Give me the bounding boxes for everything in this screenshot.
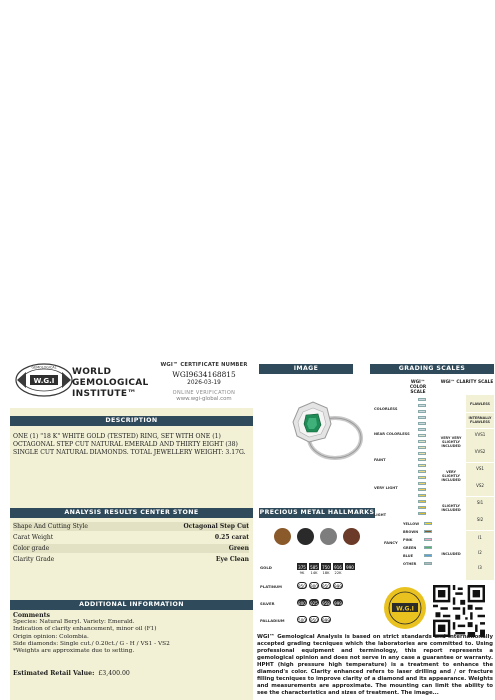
hallmark-mark: 999: [334, 601, 342, 606]
hallmark-label: GOLD: [260, 565, 272, 570]
hallmark-mark: 999: [334, 584, 342, 589]
clarity-code: I3: [478, 565, 482, 570]
karat-label: 9K: [299, 570, 305, 575]
color-grade-label: NEAR COLORLESS: [374, 432, 410, 436]
hallmark-row-palladium: [259, 616, 377, 627]
ring-photo: [269, 380, 369, 470]
analysis-row-color: [13, 544, 249, 553]
clarity-scale-heading: WGI™ CLARITY SCALE: [440, 380, 494, 385]
fancy-color: PINK: [403, 538, 413, 542]
color-diamond-icon: [418, 398, 426, 401]
color-diamond-icon: [418, 452, 426, 455]
comment-line: Species: Natural Beryl. Variety: Emerald.: [13, 619, 135, 626]
analysis-key: Color grade: [13, 545, 50, 552]
seal-ring-text: GEMOLOGICAL: [31, 365, 57, 370]
color-diamond-icon: [418, 446, 426, 449]
analysis-key: Clarity Grade: [13, 556, 55, 563]
certificate-number-block: [154, 362, 253, 402]
fancy-diamond-icon: [424, 554, 432, 557]
color-diamond-icon: [418, 416, 426, 419]
analysis-row-clarity: [13, 555, 249, 564]
certificate-right-panel: [257, 350, 495, 700]
fancy-color: OTHER: [403, 562, 417, 566]
color-diamond-icon: [418, 428, 426, 431]
karat-label: 22K: [334, 570, 342, 575]
certificate-left-panel: [10, 350, 253, 700]
fancy-color: BLUE: [403, 554, 414, 558]
org-line-3: INSTITUTE™: [72, 389, 137, 399]
analysis-value: Green: [228, 545, 249, 552]
hallmark-mark: 900: [310, 584, 318, 589]
fancy-diamond-icon: [424, 562, 432, 565]
analysis-value: Octagonal Step Cut: [183, 523, 249, 530]
certificate-card: [0, 350, 495, 700]
certificate-date: 2026-03-19: [187, 380, 221, 386]
color-grade-label: FAINT: [374, 458, 386, 462]
retail-value: [13, 670, 249, 677]
org-line-1: WORLD: [72, 367, 112, 377]
comments-heading: Comments: [13, 612, 50, 619]
fancy-color: YELLOW: [403, 522, 420, 526]
comment-line: Side diamonds: Single cut./ 0.20ct./ G - H / VS1 - VS2: [13, 640, 170, 647]
org-line-2: GEMOLOGICAL: [72, 378, 149, 388]
clarity-code: I2: [478, 550, 482, 555]
color-diamond-icon: [418, 512, 426, 515]
image-header: IMAGE: [259, 364, 353, 374]
color-scale-heading: WGI™ COLOR SCALE: [409, 380, 427, 395]
gold-seal-text: W.G.I: [396, 605, 414, 613]
fancy-diamond-icon: [424, 530, 432, 533]
analysis-value: 0.25 carat: [214, 534, 249, 541]
wgi-seal-logo: [14, 362, 74, 398]
hallmark-mark: 958: [322, 601, 330, 606]
gold-color-swatch: [274, 528, 291, 545]
description-header: DESCRIPTION: [10, 416, 253, 426]
color-diamond-icon: [418, 500, 426, 503]
hallmark-mark: 375: [298, 565, 306, 570]
karat-label: 14K: [310, 570, 318, 575]
verification-qr-code[interactable]: [433, 585, 485, 637]
verification-url[interactable]: www.wgi-global.com: [176, 396, 232, 402]
description-text: ONE (1) "18 K" WHITE GOLD (TESTED) RING, SET WITH ONE (1) OCTAGONAL STEP CUT NATURAL EMERALD AND THIRTY EIGHT (38) SINGLE CUT NATURAL DIAMONDS. TOTAL JEWELLERY WEIGHT: 3.17G.: [13, 433, 246, 457]
certificate-number: WGI9634168815: [172, 370, 236, 379]
analysis-value: Eye Clean: [215, 556, 249, 563]
hallmark-row-silver: [259, 599, 377, 610]
clarity-label: INCLUDED: [441, 552, 461, 556]
hallmarks-header: PRECIOUS METAL HALLMARKS: [259, 509, 375, 516]
disclaimer-text: WGI™ Gemological Analysis is based on strict standards and internationally accepted grading tecniques which the laboratories are committed to. Using professional equipment and terminology, this report represents a gemological opinion and does not serve in any case a guarantee or warranty. HPHT (high pressure high temperature) is a treatment to enhance the diamond's color. Clarity enhanced refers to laser drilling and / or fracture filling tecniques to improve clarity of a diamond and its appearance. Weights and measurements are approximate. The mounting can limit the ability to see the characteristics and sizes of treatment. The image...: [257, 634, 493, 696]
color-diamond-icon: [418, 434, 426, 437]
analysis-key: Shape And Cutting Style: [13, 523, 88, 530]
fancy-color: BROWN: [403, 530, 419, 534]
hallmark-mark: 950: [310, 618, 318, 623]
hallmark-mark: 950: [322, 584, 330, 589]
color-diamond-icon: [418, 476, 426, 479]
seal-text: W.G.I: [33, 377, 55, 385]
black-color-swatch: [297, 528, 314, 545]
wgi-gold-seal: [381, 585, 429, 631]
color-diamond-icon: [418, 464, 426, 467]
clarity-code: VVS1: [474, 432, 486, 437]
hallmark-mark: 916: [334, 565, 342, 570]
hallmark-label: SILVER: [260, 601, 275, 606]
clarity-label: VERY SLIGHTLY INCLUDED: [441, 470, 461, 482]
clarity-code: SI2: [476, 517, 484, 522]
karat-label: 18K: [322, 570, 330, 575]
clarity-code: VS1: [476, 466, 484, 471]
analysis-header: ANALYSIS RESULTS CENTER STONE: [10, 508, 253, 518]
color-diamond-icon: [418, 404, 426, 407]
online-verification-label: ONLINE VERIFICATION: [172, 390, 236, 396]
logo-row: [10, 350, 253, 408]
certificate-number-label: WGI™ CERTIFICATE NUMBER: [160, 362, 248, 368]
analysis-key: Carat Weight: [13, 534, 54, 541]
rose-color-swatch: [343, 528, 360, 545]
hallmark-row-gold: [259, 563, 377, 574]
hallmark-row-platinum: [259, 582, 377, 593]
color-diamond-icon: [418, 488, 426, 491]
clarity-code: SI1: [476, 500, 484, 505]
clarity-label: VERY VERY SLIGHTLY INCLUDED: [440, 436, 462, 448]
color-diamond-icon: [418, 506, 426, 509]
clarity-label: SLIGHTLY INCLUDED: [441, 504, 461, 512]
comment-line: Origin opinion: Colombia.: [13, 633, 89, 640]
fancy-diamond-icon: [424, 522, 432, 525]
comment-line: *Weights are approximate due to setting.: [13, 648, 135, 655]
hallmark-label: PLATINUM: [260, 584, 282, 589]
analysis-row-carat: [13, 533, 249, 542]
hallmark-mark: 990: [346, 565, 354, 570]
analysis-row-shape: [13, 522, 249, 531]
clarity-code: I1: [478, 535, 482, 540]
org-name: [72, 367, 149, 400]
grey-color-swatch: [320, 528, 337, 545]
hallmark-mark: 925: [310, 601, 318, 606]
hallmark-mark: 750: [322, 565, 330, 570]
color-diamond-icon: [418, 470, 426, 473]
hallmark-mark: 999: [322, 618, 330, 623]
clarity-label: INTERNALLY FLAWLESS: [468, 416, 492, 424]
grading-header: GRADING SCALES: [370, 364, 494, 374]
fancy-diamond-icon: [424, 546, 432, 549]
hallmark-mark: 585: [310, 565, 318, 570]
color-grade-label: VERY LIGHT: [374, 486, 398, 490]
fancy-color: GREEN: [403, 546, 417, 550]
fancy-label: FANCY: [384, 540, 398, 545]
comment-line: Indication of clarity enhancement, minor oil (F1): [13, 626, 157, 633]
fancy-diamond-icon: [424, 538, 432, 541]
retail-amount: £3,400.00: [98, 670, 130, 677]
color-diamond-icon: [418, 410, 426, 413]
clarity-label: FLAWLESS: [470, 402, 490, 406]
color-diamond-icon: [418, 494, 426, 497]
color-diamond-icon: [418, 440, 426, 443]
color-grade-label: LIGHT: [374, 513, 387, 517]
additional-header: ADDITIONAL INFORMATION: [10, 600, 253, 610]
color-grade-label: COLORLESS: [374, 407, 398, 411]
clarity-code: VVS2: [474, 449, 486, 454]
color-diamond-icon: [418, 458, 426, 461]
hallmark-mark: 500: [298, 618, 306, 623]
clarity-code: VS2: [476, 483, 484, 488]
hallmark-mark: 850: [298, 584, 306, 589]
retail-label: Estimated Retail Value:: [13, 670, 95, 677]
color-diamond-icon: [418, 482, 426, 485]
hallmark-mark: 800: [298, 601, 306, 606]
hallmark-label: PALLADIUM: [260, 618, 285, 623]
color-diamond-icon: [418, 422, 426, 425]
comments-block: [13, 612, 251, 655]
